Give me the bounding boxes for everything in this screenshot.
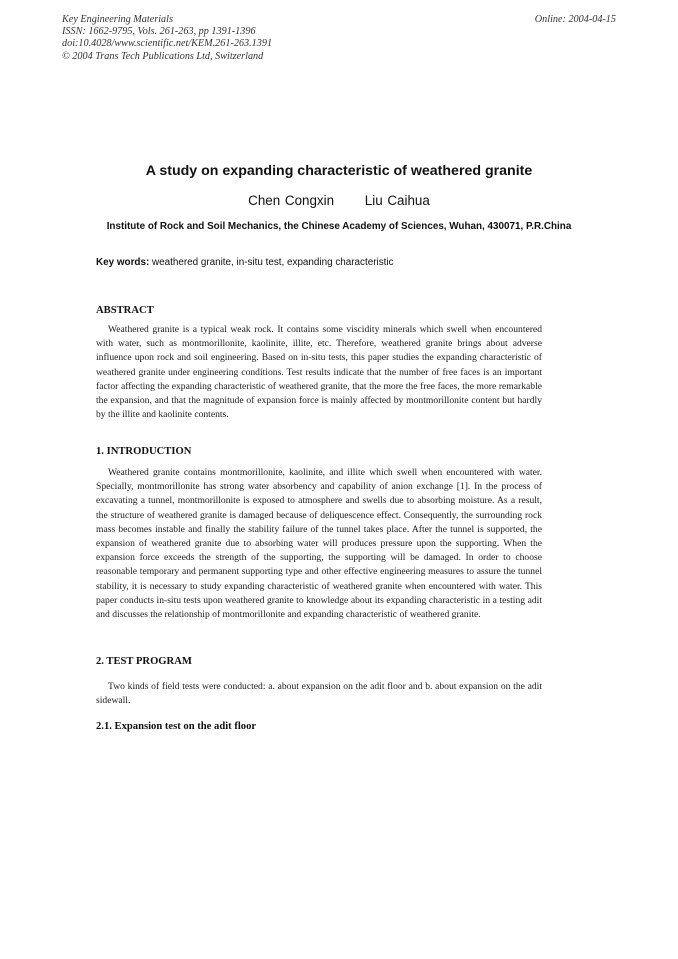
copyright-line: © 2004 Trans Tech Publications Ltd, Switzerland: [62, 50, 264, 62]
issn-line: ISSN: 1662-9795, Vols. 261-263, pp 1391-1396: [62, 26, 256, 38]
keywords-text: weathered granite, in-situ test, expanding characteristic: [151, 257, 394, 268]
intro-heading: 1. INTRODUCTION: [96, 446, 192, 457]
author-list: [0, 193, 678, 208]
intro-paragraph: Weathered granite contains montmorillonite, kaolinite, and illite which swell when encountered with water. Specially, montmorillonite has strong water absorbency and capability of anion exchange [1]. In the process of excavating a tunnel, montmorillonite is exposed to atmosphere and swells due to absorbing moisture. As a result, the structure of weathered granite is damaged because of deliquescence effect. Consequently, the surrounding rock mass becomes instable and finally the stability failure of the tunnel takes place. After the tunnel is supported, the expansion of weathered granite due to absorbing water will produces pressure upon the supporting. When the expansion force exceeds the strength of the supporting, the supporting will be damaged. In order to choose reasonable temporary and permanent supporting type and other effective engineering measures to assure the tunnel stability, it is necessary to study expanding characteristic of weathered granite when encountered with water. This paper conducts in-situ tests upon weathered granite to knowledge about its expanding characteristic in a testing adit and discusses the relationship of montmorillonite and expanding characteristic of weathered granite.: [96, 467, 542, 621]
abstract-body: [96, 323, 542, 422]
author-name: Liu Caihua: [364, 193, 430, 208]
affiliation: Institute of Rock and Soil Mechanics, the Chinese Academy of Sciences, Wuhan, 430071, P.R.China: [106, 221, 572, 232]
journal-header: [62, 14, 272, 63]
keywords-line: [96, 257, 394, 268]
intro-body: [96, 466, 542, 622]
paper-title: A study on expanding characteristic of weathered granite: [145, 163, 533, 179]
test-program-body: [96, 680, 542, 708]
doi-line[interactable]: doi:10.4028/www.scientific.net/KEM.261-263.1391: [62, 38, 273, 50]
author-name: Chen Congxin: [248, 193, 335, 208]
subsection-heading: 2.1. Expansion test on the adit floor: [96, 721, 257, 732]
online-date: Online: 2004-04-15: [534, 14, 616, 25]
test-program-paragraph: Two kinds of field tests were conducted: a. about expansion on the adit floor and b. about expansion on the adit sidewall.: [96, 681, 542, 707]
abstract-paragraph: Weathered granite is a typical weak rock. It contains some viscidity minerals which swell when encountered with water, such as montmorillonite, kaolinite, illite, etc. Therefore, weathered granite brings about adverse influence upon rock and soil engineering. Based on in-situ tests, this paper studies the expanding characteristic of weathered granite under engineering conditions. Test results indicate that the number of free faces is an important factor affecting the expanding characteristic of weathered granite, that the more the free faces, the more remarkable the expansion, and that the magnitude of expansion force is mainly affected by montmorillonite content but hardly by the illite and kaolinite contents.: [96, 324, 542, 421]
abstract-heading: ABSTRACT: [96, 305, 154, 316]
test-program-heading: 2. TEST PROGRAM: [96, 656, 192, 667]
keywords-label: Key words:: [96, 257, 150, 268]
journal-name: Key Engineering Materials: [62, 14, 173, 25]
